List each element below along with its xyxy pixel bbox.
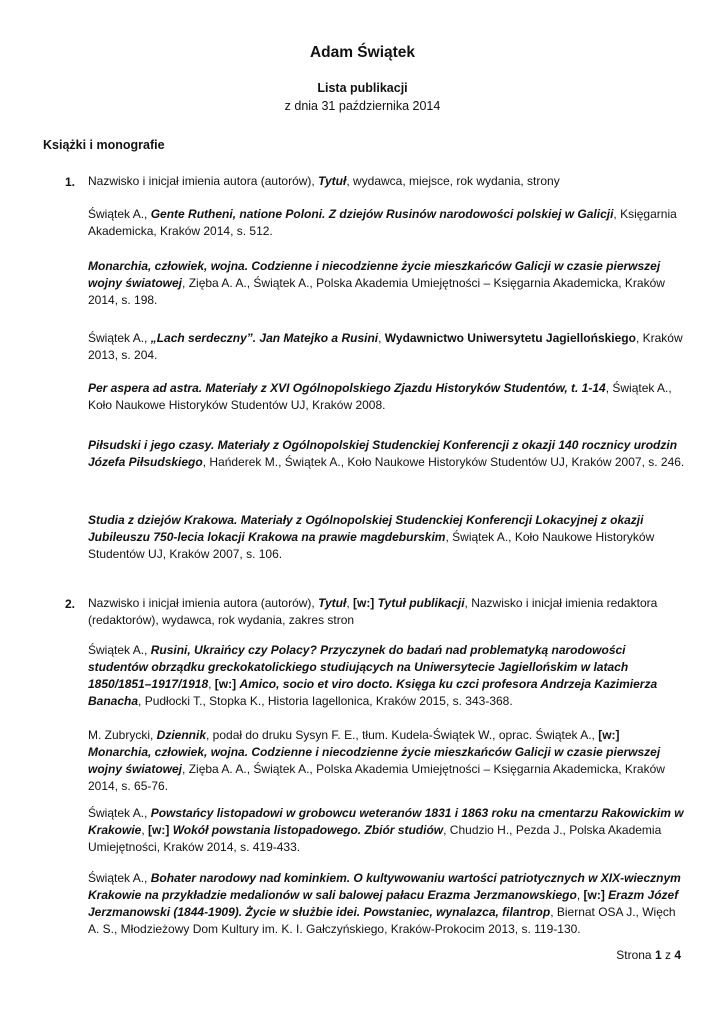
publication-entry: Świątek A., Gente Rutheni, natione Poloni. Z dziejów Rusinów narodowości polskiej w Galicji, Księgarnia Akademicka, Kraków 2014, s. 512. [88,207,677,238]
page-footer [616,948,681,962]
document-subtitle: Lista publikacji [317,81,408,95]
publication-entry: Monarchia, człowiek, wojna. Codzienne i niecodzienne życie mieszkańców Galicji w czasie pierwszej wojny światowej, Zięba A. A., Świątek A., Polska Akademia Umiejętności – Księgarnia Akademicka, Kraków 2014, s. 198. [88,259,665,307]
publication-entry: Piłsudski i jego czasy. Materiały z Ogólnopolskiej Studenckiej Konferencji z okazji 140 rocznicy urodzin Józefa Piłsudskiego, Hańderek M., Świątek A., Koło Naukowe Historyków Studentów UJ, Kraków 2007, s. 246. [88,438,685,469]
footer-page-total: 4 [674,948,681,962]
item-1-format: Nazwisko i inicjał imienia autora (autorów), Tytuł, wydawca, miejsce, rok wydania, strony [88,174,560,188]
item-1-number: 1. [65,175,76,189]
item-2-number: 2. [65,597,76,611]
publication-entry: M. Zubrycki, Dziennik, podał do druku Sysyn F. E., tłum. Kudela-Świątek W., oprac. Świątek A., [w:] Monarchia, człowiek, wojna. Codzienne i niecodzienne życie mieszkańców Galicji w czasie pierwszej wojny światowej, Zięba A. A., Świątek A., Polska Akademia Umiejętności – Księgarnia Akademicka, Kraków 2014, s. 65-76. [88,728,665,793]
author-name: Adam Świątek [309,44,416,61]
footer-of: z [664,948,671,962]
footer-label: Strona [616,948,652,962]
publication-entry: Świątek A., Rusini, Ukraińcy czy Polacy? Przyczynek do badań nad problematyką narodowości studentów obrządku greckokatolickiego studiujących na Uniwersytecie Jagiellońskim w latach 1850/1851–1917/1918, [w:] Amico, socio et viro docto. Księga ku czci profesora Andrzeja Kazimierza Banacha, Pudłocki T., Stopka K., Historia Iagellonica, Kraków 2015, s. 343-368. [88,643,658,708]
publication-entry: Świątek A., Powstańcy listopadowi w grobowcu weteranów 1831 i 1863 roku na cmentarzu Rakowickim w Krakowie, [w:] Wokół powstania listopadowego. Zbiór studiów, Chudzio H., Pezda J., Polska Akademia Umiejętności, Kraków 2014, s. 419-433. [88,806,684,854]
item-2-format: Nazwisko i inicjał imienia autora (autorów), Tytuł, [w:] Tytuł publikacji, Nazwisko i inicjał imienia redaktora (redaktorów), wydawca, rok wydania, zakres stron [88,596,658,627]
footer-page-number: 1 [654,948,662,962]
publication-entry: Studia z dziejów Krakowa. Materiały z Ogólnopolskiej Studenckiej Konferencji Lokacyjnej z okazji Jubileuszu 750-lecia lokacji Krakowa na prawie magdeburskim, Świątek A., Koło Naukowe Historyków Studentów UJ, Kraków 2007, s. 106. [88,513,655,561]
section-heading-books: Książki i monografie [43,138,165,152]
publication-entry: Per aspera ad astra. Materiały z XVI Ogólnopolskiego Zjazdu Historyków Studentów, t. 1-14, Świątek A., Koło Naukowe Historyków Studentów UJ, Kraków 2008. [88,381,672,412]
publication-entry: Świątek A., Bohater narodowy nad kominkiem. O kultywowaniu wartości patriotycznych w XIX-wiecznym Krakowie na przykładzie medalionów w sali balowej pałacu Erazma Jerzmanowskiego, [w:] Erazm Józef Jerzmanowski (1844-1909). Życie w służbie idei. Powstaniec, wynalazca, filantrop, Biernat OSA J., Więch A. S., Młodzieżowy Dom Kultury im. K. I. Gałczyńskiego, Kraków-Prokocim 2013, s. 119-130. [88,871,681,936]
document-date: z dnia 31 października 2014 [284,99,441,113]
publication-entry: Świątek A., „Lach serdeczny”. Jan Matejko a Rusini, Wydawnictwo Uniwersytetu Jagiellońskiego, Kraków 2013, s. 204. [88,331,683,362]
